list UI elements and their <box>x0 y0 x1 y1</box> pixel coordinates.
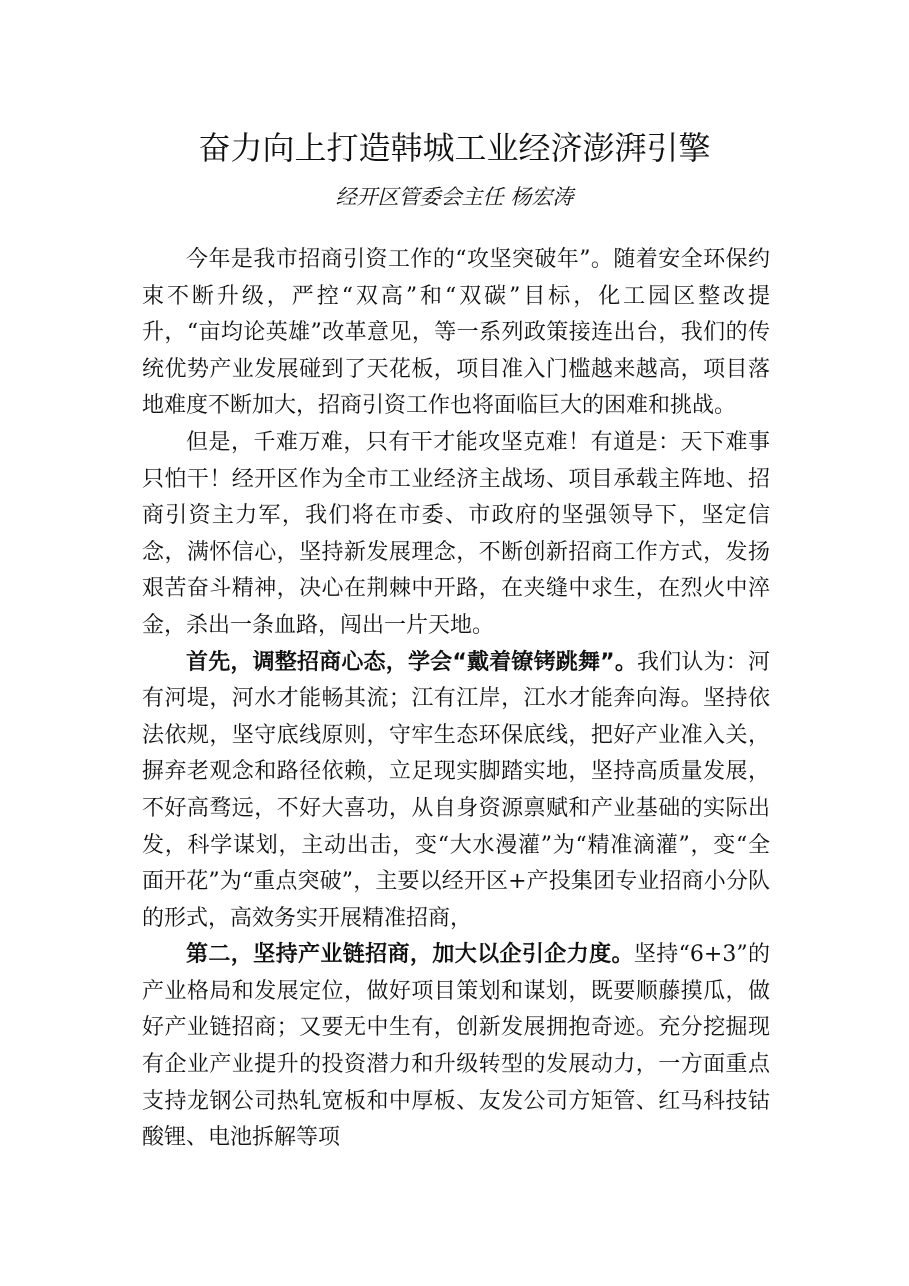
document-title: 奋力向上打造韩城工业经济澎湃引擎 <box>198 129 711 167</box>
document-byline: 经开区管委会主任 杨宏涛 <box>335 185 574 209</box>
document-body <box>142 242 770 1157</box>
paragraph <box>142 645 770 938</box>
paragraph-lead: 第二，坚持产业链招商，加大以企引企力度。 <box>186 942 634 968</box>
paragraph-text: 我们认为：河有河堤，河水才能畅其流；江有江岸，江水才能奔向海。坚持依法依规，坚守底线原则，守牢生态环保底线，把好产业准入关，摒弃老观念和路径依赖，立足现实脚踏实地，坚持高质量发展，不好高骛远，不好大喜功，从自身资源禀赋和产业基础的实际出发，科学谋划，主动出击，变“大水漫灌”为“精准滴灌”，变“全面开花”为“重点突破”，主要以经开区+产投集团专业招商小分队的形式，高效务实开展精准招商， <box>142 649 770 931</box>
paragraph-text: 但是，千难万难，只有干才能攻坚克难！有道是：天下难事只怕干！经开区作为全市工业经济主战场、项目承载主阵地、招商引资主力军，我们将在市委、市政府的坚强领导下，坚定信念，满怀信心，坚持新发展理念，不断创新招商工作方式，发扬艰苦奋斗精神，决心在荆棘中开路，在夹缝中求生，在烈火中淬金，杀出一条血路，闯出一片天地。 <box>142 429 770 638</box>
paragraph <box>142 242 770 425</box>
paragraph-text: 坚持“6+3”的产业格局和发展定位，做好项目策划和谋划，既要顺藤摸瓜，做好产业链招商；又要无中生有，创新发展拥抱奇迹。充分挖掘现有企业产业提升的投资潜力和升级转型的发展动力，一方面重点支持龙钢公司热轧宽板和中厚板、友发公司方矩管、红马科技钴酸锂、电池拆解等项 <box>142 942 770 1151</box>
paragraph <box>142 425 770 645</box>
paragraph-text: 今年是我市招商引资工作的“攻坚突破年”。随着安全环保约束不断升级，严控“双高”和“双碳”目标，化工园区整改提升，“亩均论英雄”改革意见，等一系列政策接连出台，我们的传统优势产业发展碰到了天花板，项目准入门槛越来越高，项目落地难度不断加大，招商引资工作也将面临巨大的困难和挑战。 <box>142 247 770 419</box>
paragraph <box>142 937 770 1157</box>
paragraph-lead: 首先，调整招商心态，学会“戴着镣铐跳舞”。 <box>186 649 638 675</box>
